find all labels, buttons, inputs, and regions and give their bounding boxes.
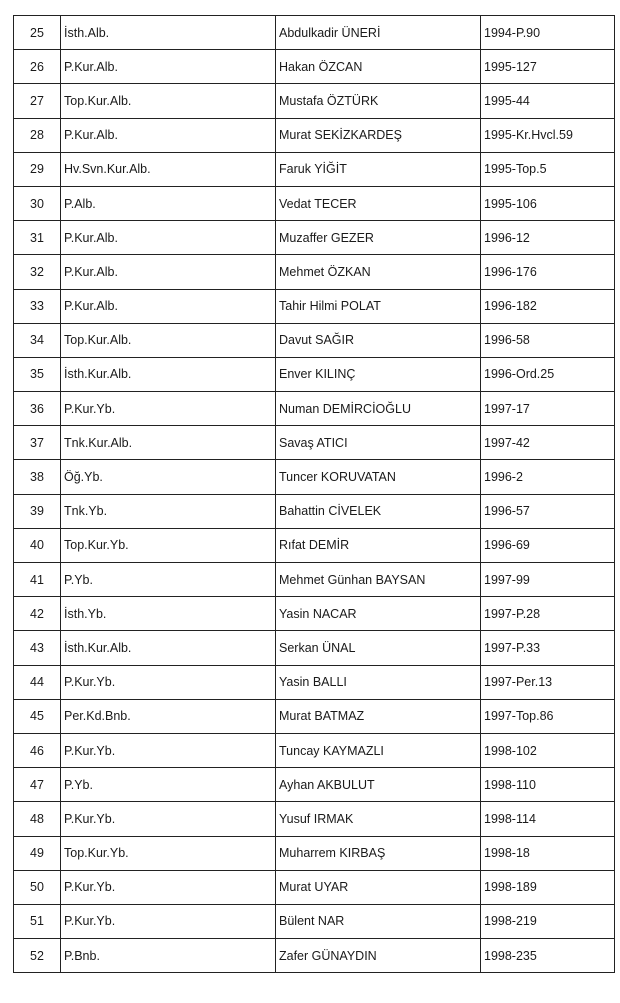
rank-cell: P.Kur.Yb. (61, 870, 276, 904)
personnel-table (13, 15, 615, 973)
row-number: 39 (14, 494, 61, 528)
table-row (14, 802, 615, 836)
row-number: 44 (14, 665, 61, 699)
name-cell: Yusuf IRMAK (276, 802, 481, 836)
table-row (14, 699, 615, 733)
row-number: 51 (14, 904, 61, 938)
table-body (14, 16, 615, 973)
rank-cell: Tnk.Yb. (61, 494, 276, 528)
table-row (14, 152, 615, 186)
code-cell: 1996-69 (481, 528, 615, 562)
name-cell: Yasin BALLI (276, 665, 481, 699)
table-row (14, 118, 615, 152)
code-cell: 1996-2 (481, 460, 615, 494)
name-cell: Yasin NACAR (276, 597, 481, 631)
code-cell: 1996-182 (481, 289, 615, 323)
row-number: 32 (14, 255, 61, 289)
table-row (14, 836, 615, 870)
code-cell: 1995-Kr.Hvcl.59 (481, 118, 615, 152)
table-row (14, 665, 615, 699)
name-cell: Davut SAĞIR (276, 323, 481, 357)
rank-cell: P.Kur.Yb. (61, 802, 276, 836)
rank-cell: Hv.Svn.Kur.Alb. (61, 152, 276, 186)
table-row (14, 870, 615, 904)
code-cell: 1997-99 (481, 563, 615, 597)
row-number: 42 (14, 597, 61, 631)
table-row (14, 563, 615, 597)
rank-cell: Tnk.Kur.Alb. (61, 426, 276, 460)
row-number: 35 (14, 357, 61, 391)
rank-cell: İsth.Kur.Alb. (61, 357, 276, 391)
code-cell: 1997-17 (481, 392, 615, 426)
row-number: 49 (14, 836, 61, 870)
name-cell: Ayhan AKBULUT (276, 768, 481, 802)
code-cell: 1998-235 (481, 939, 615, 973)
name-cell: Hakan ÖZCAN (276, 50, 481, 84)
name-cell: Abdulkadir ÜNERİ (276, 16, 481, 50)
rank-cell: P.Kur.Alb. (61, 289, 276, 323)
row-number: 26 (14, 50, 61, 84)
code-cell: 1997-Per.13 (481, 665, 615, 699)
name-cell: Muharrem KIRBAŞ (276, 836, 481, 870)
name-cell: Savaş ATICI (276, 426, 481, 460)
row-number: 29 (14, 152, 61, 186)
code-cell: 1995-Top.5 (481, 152, 615, 186)
table-row (14, 50, 615, 84)
table-row (14, 460, 615, 494)
rank-cell: P.Kur.Yb. (61, 665, 276, 699)
code-cell: 1998-189 (481, 870, 615, 904)
row-number: 36 (14, 392, 61, 426)
code-cell: 1995-44 (481, 84, 615, 118)
table-row (14, 357, 615, 391)
rank-cell: P.Yb. (61, 563, 276, 597)
name-cell: Zafer GÜNAYDIN (276, 939, 481, 973)
row-number: 37 (14, 426, 61, 460)
row-number: 48 (14, 802, 61, 836)
name-cell: Rıfat DEMİR (276, 528, 481, 562)
name-cell: Mustafa ÖZTÜRK (276, 84, 481, 118)
rank-cell: Öğ.Yb. (61, 460, 276, 494)
rank-cell: P.Bnb. (61, 939, 276, 973)
name-cell: Mehmet Günhan BAYSAN (276, 563, 481, 597)
row-number: 45 (14, 699, 61, 733)
name-cell: Numan DEMİRCİOĞLU (276, 392, 481, 426)
name-cell: Bülent NAR (276, 904, 481, 938)
row-number: 25 (14, 16, 61, 50)
code-cell: 1998-219 (481, 904, 615, 938)
row-number: 34 (14, 323, 61, 357)
code-cell: 1996-12 (481, 221, 615, 255)
rank-cell: P.Kur.Alb. (61, 255, 276, 289)
rank-cell: P.Kur.Alb. (61, 50, 276, 84)
name-cell: Tuncer KORUVATAN (276, 460, 481, 494)
table-row (14, 528, 615, 562)
rank-cell: P.Alb. (61, 186, 276, 220)
table-row (14, 597, 615, 631)
code-cell: 1996-Ord.25 (481, 357, 615, 391)
rank-cell: P.Kur.Yb. (61, 733, 276, 767)
table-row (14, 631, 615, 665)
table-row (14, 392, 615, 426)
row-number: 38 (14, 460, 61, 494)
rank-cell: Top.Kur.Yb. (61, 528, 276, 562)
table-row (14, 768, 615, 802)
code-cell: 1996-176 (481, 255, 615, 289)
rank-cell: İsth.Alb. (61, 16, 276, 50)
table-row (14, 289, 615, 323)
code-cell: 1998-18 (481, 836, 615, 870)
rank-cell: Top.Kur.Alb. (61, 323, 276, 357)
name-cell: Tahir Hilmi POLAT (276, 289, 481, 323)
code-cell: 1998-110 (481, 768, 615, 802)
table-row (14, 186, 615, 220)
table-row (14, 426, 615, 460)
table-row (14, 255, 615, 289)
name-cell: Murat UYAR (276, 870, 481, 904)
row-number: 47 (14, 768, 61, 802)
rank-cell: Top.Kur.Alb. (61, 84, 276, 118)
rank-cell: P.Kur.Alb. (61, 118, 276, 152)
rank-cell: P.Kur.Yb. (61, 392, 276, 426)
row-number: 52 (14, 939, 61, 973)
table-row (14, 16, 615, 50)
name-cell: Serkan ÜNAL (276, 631, 481, 665)
name-cell: Vedat TECER (276, 186, 481, 220)
row-number: 41 (14, 563, 61, 597)
rank-cell: P.Kur.Yb. (61, 904, 276, 938)
row-number: 28 (14, 118, 61, 152)
table-row (14, 733, 615, 767)
row-number: 27 (14, 84, 61, 118)
code-cell: 1997-P.28 (481, 597, 615, 631)
code-cell: 1997-42 (481, 426, 615, 460)
name-cell: Murat BATMAZ (276, 699, 481, 733)
code-cell: 1997-P.33 (481, 631, 615, 665)
row-number: 30 (14, 186, 61, 220)
row-number: 50 (14, 870, 61, 904)
row-number: 40 (14, 528, 61, 562)
rank-cell: P.Kur.Alb. (61, 221, 276, 255)
rank-cell: İsth.Kur.Alb. (61, 631, 276, 665)
row-number: 33 (14, 289, 61, 323)
table-row (14, 84, 615, 118)
code-cell: 1996-57 (481, 494, 615, 528)
row-number: 31 (14, 221, 61, 255)
code-cell: 1995-106 (481, 186, 615, 220)
code-cell: 1998-114 (481, 802, 615, 836)
code-cell: 1998-102 (481, 733, 615, 767)
table-row (14, 494, 615, 528)
code-cell: 1996-58 (481, 323, 615, 357)
table-row (14, 323, 615, 357)
code-cell: 1995-127 (481, 50, 615, 84)
table-row (14, 939, 615, 973)
rank-cell: Top.Kur.Yb. (61, 836, 276, 870)
name-cell: Muzaffer GEZER (276, 221, 481, 255)
table-row (14, 221, 615, 255)
rank-cell: P.Yb. (61, 768, 276, 802)
code-cell: 1994-P.90 (481, 16, 615, 50)
name-cell: Tuncay KAYMAZLI (276, 733, 481, 767)
name-cell: Mehmet ÖZKAN (276, 255, 481, 289)
code-cell: 1997-Top.86 (481, 699, 615, 733)
row-number: 46 (14, 733, 61, 767)
name-cell: Murat SEKİZKARDEŞ (276, 118, 481, 152)
row-number: 43 (14, 631, 61, 665)
table-row (14, 904, 615, 938)
rank-cell: Per.Kd.Bnb. (61, 699, 276, 733)
name-cell: Bahattin CİVELEK (276, 494, 481, 528)
name-cell: Enver KILINÇ (276, 357, 481, 391)
rank-cell: İsth.Yb. (61, 597, 276, 631)
name-cell: Faruk YİĞİT (276, 152, 481, 186)
